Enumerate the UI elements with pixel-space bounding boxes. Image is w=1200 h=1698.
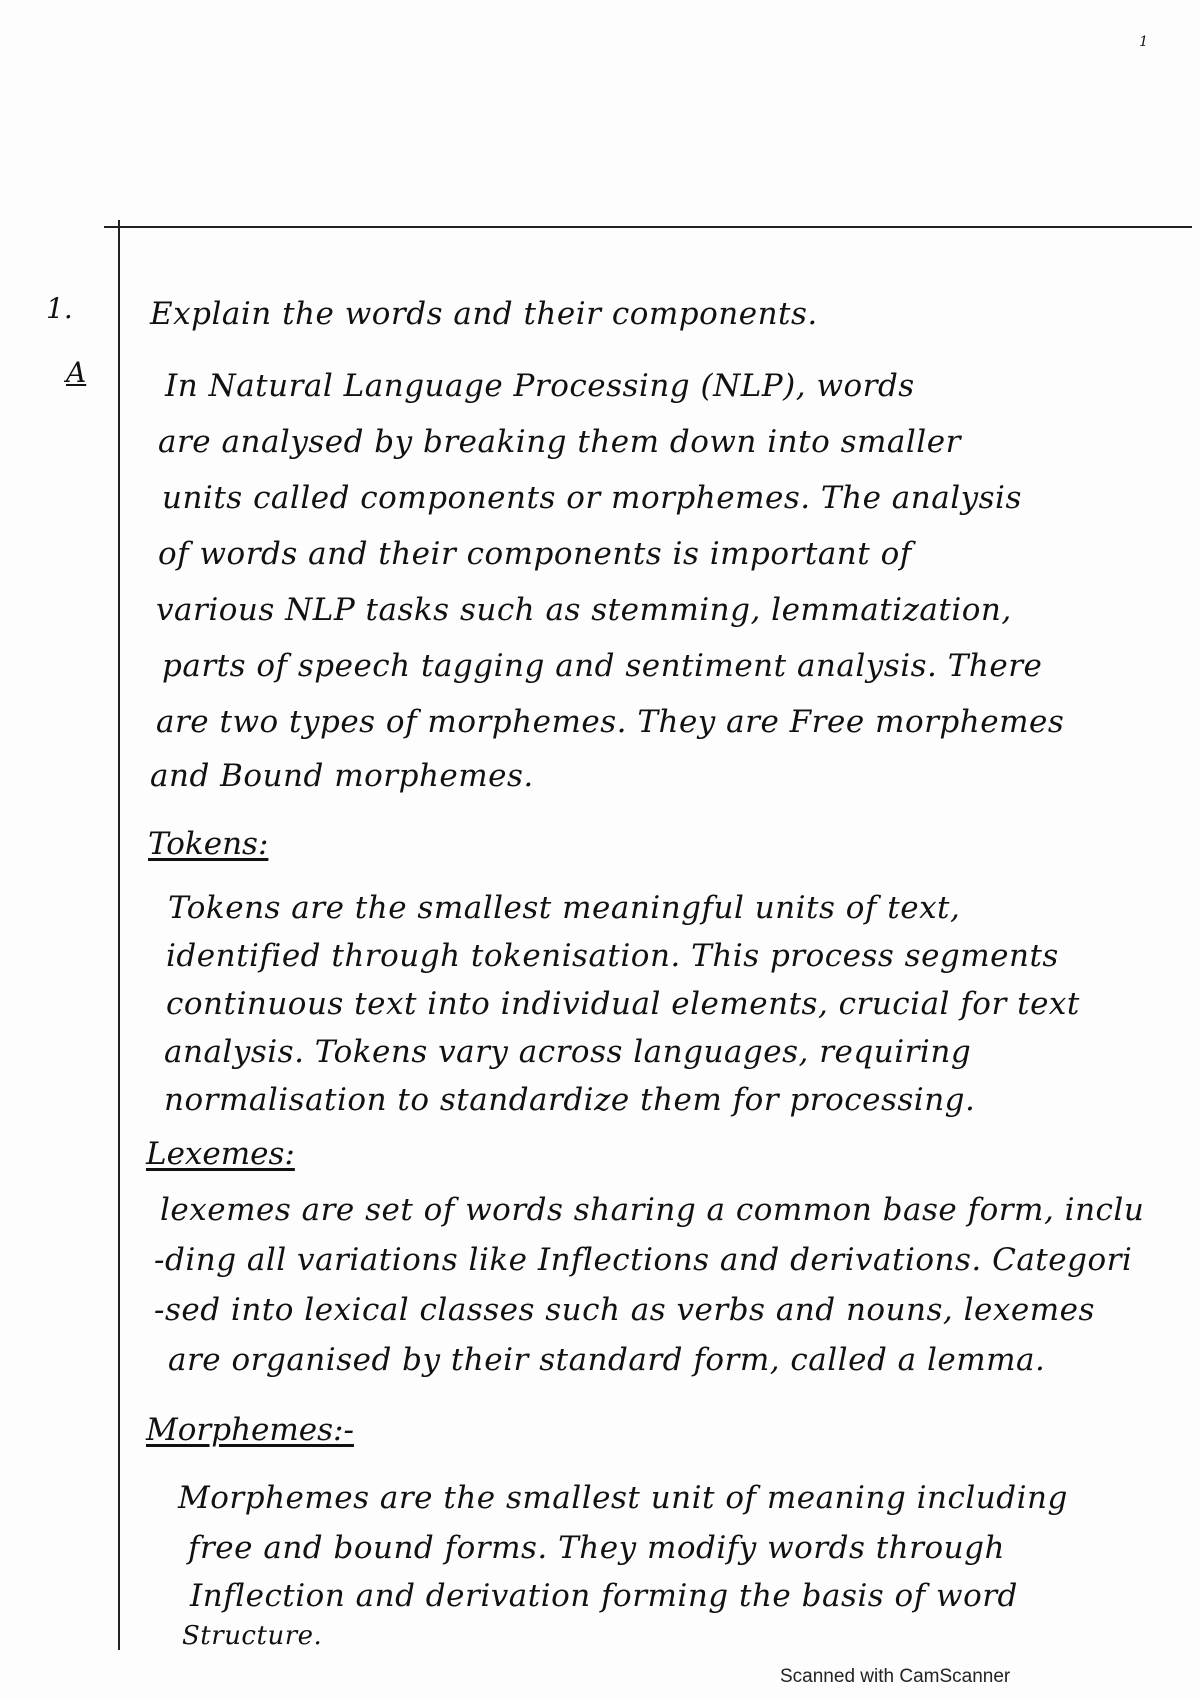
lexemes-line: are organised by their standard form, called a lemma. — [168, 1342, 1046, 1378]
intro-line: are analysed by breaking them down into smaller — [158, 424, 961, 460]
tokens-line: analysis. Tokens vary across languages, requiring — [164, 1034, 972, 1070]
intro-line: various NLP tasks such as stemming, lemmatization, — [156, 592, 1012, 628]
lexemes-line: lexemes are set of words sharing a common base form, inclu — [160, 1192, 1145, 1228]
tokens-line: continuous text into individual elements, crucial for text — [166, 986, 1080, 1022]
intro-line: are two types of morphemes. They are Free morphemes — [156, 704, 1065, 740]
lexemes-line: -sed into lexical classes such as verbs and nouns, lexemes — [154, 1292, 1095, 1328]
question-number: 1. — [46, 292, 73, 325]
intro-line: units called components or morphemes. The analysis — [162, 480, 1022, 516]
question-text: Explain the words and their components. — [150, 296, 818, 332]
page-number: 1 — [1139, 34, 1148, 50]
morphemes-line: Morphemes are the smallest unit of meaning including — [178, 1480, 1068, 1516]
top-margin-rule — [104, 226, 1192, 228]
morphemes-line: free and bound forms. They modify words through — [188, 1530, 1005, 1566]
answer-marker: A — [66, 356, 87, 389]
intro-line: and Bound morphemes. — [150, 758, 534, 794]
scanner-watermark: Scanned with CamScanner — [780, 1666, 1011, 1687]
section-heading-lexemes: Lexemes: — [146, 1136, 295, 1172]
intro-line: of words and their components is important of — [158, 536, 912, 572]
morphemes-line: Inflection and derivation forming the basis of word — [190, 1578, 1018, 1614]
section-heading-morphemes: Morphemes:- — [146, 1412, 354, 1448]
intro-line: parts of speech tagging and sentiment analysis. There — [162, 648, 1043, 684]
left-margin-rule — [118, 220, 120, 1650]
lexemes-line: -ding all variations like Inflections and derivations. Categori — [154, 1242, 1133, 1278]
intro-line: In Natural Language Processing (NLP), words — [165, 368, 915, 404]
section-heading-tokens: Tokens: — [148, 826, 269, 862]
tokens-line: identified through tokenisation. This process segments — [166, 938, 1059, 974]
tokens-line: normalisation to standardize them for processing. — [164, 1082, 976, 1118]
morphemes-line: Structure. — [182, 1621, 323, 1651]
tokens-line: Tokens are the smallest meaningful units of text, — [168, 890, 961, 926]
